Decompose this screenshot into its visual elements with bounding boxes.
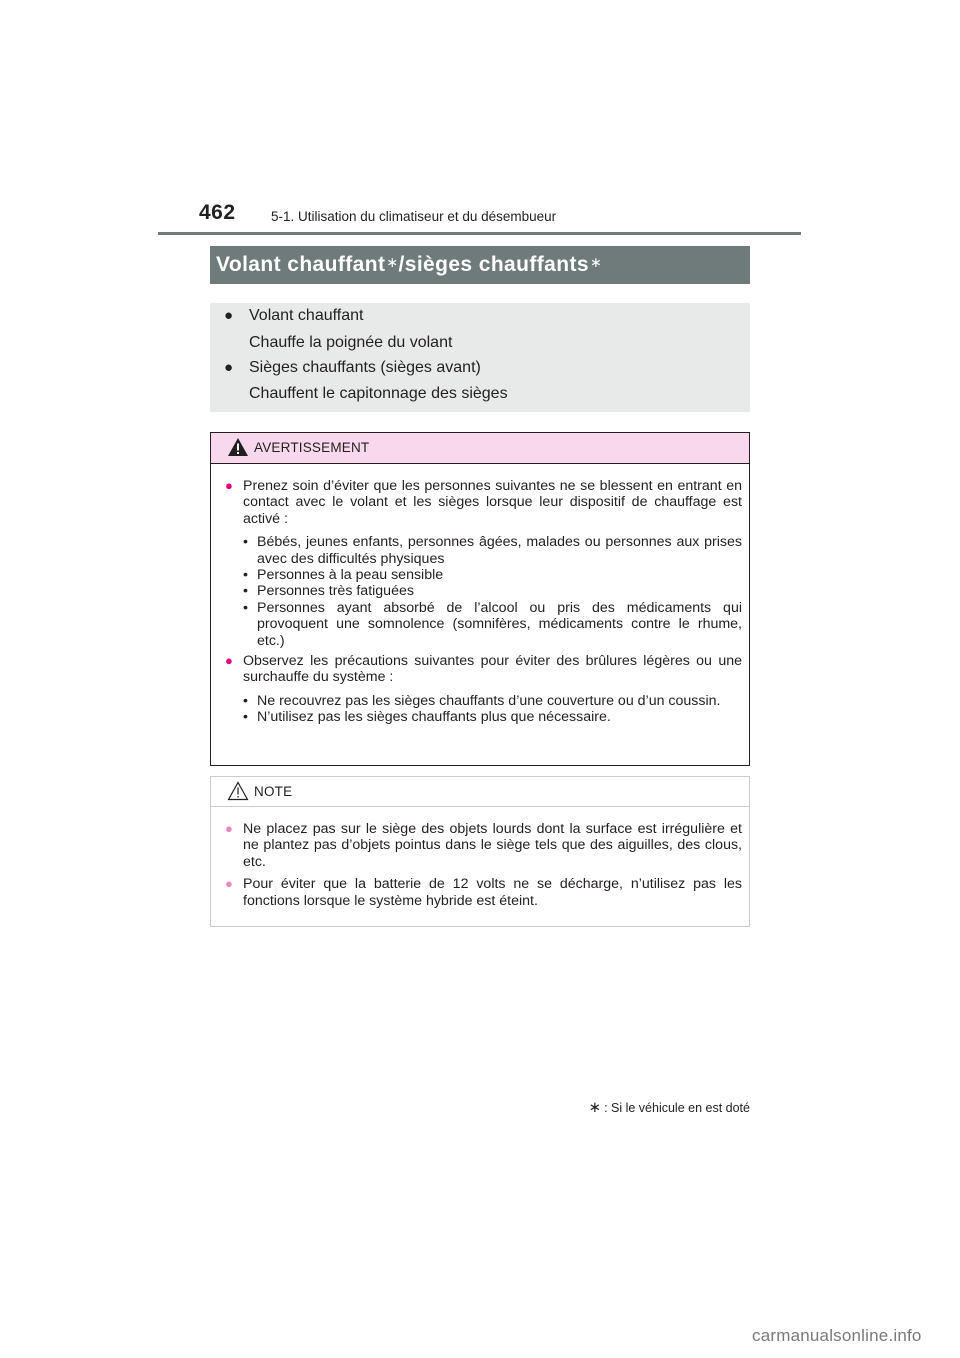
note-item <box>225 876 742 909</box>
title-part-2: /sièges chauffants <box>398 253 589 276</box>
warning-label: AVERTISSEMENT <box>254 440 370 455</box>
bullet-icon: ● <box>225 653 233 669</box>
feature-item-steering <box>224 307 363 325</box>
title-part-1: Volant chauffant <box>216 253 386 276</box>
note-body <box>211 807 749 909</box>
warning-triangle-icon <box>227 437 249 457</box>
bullet-icon: ● <box>225 876 233 892</box>
feature-summary <box>210 303 750 412</box>
warning-text: Observez les précautions suivantes pour éviter des brûlures légères ou une surchauffe du système : <box>243 653 742 686</box>
warning-sublist <box>243 534 742 649</box>
watermark: carmanualsonline.info <box>752 1326 922 1345</box>
bullet-icon: ● <box>225 821 233 836</box>
feature-description: Chauffe la poignée du volant <box>249 334 453 351</box>
feature-label: Sièges chauffants (sièges avant) <box>249 359 481 376</box>
caution-triangle-icon <box>227 781 249 801</box>
feature-label: Volant chauffant <box>249 307 364 324</box>
title-star-2: ∗ <box>589 253 603 270</box>
warning-box <box>210 432 750 766</box>
warning-item <box>225 653 742 726</box>
list-item: • Ne recouvrez pas les sièges chauffants d’une couverture ou d’un coussin. <box>243 693 742 709</box>
page-title <box>210 246 750 284</box>
footnote <box>588 1098 750 1116</box>
bullet-icon: ● <box>225 478 233 493</box>
note-text: Pour éviter que la batterie de 12 volts ne se décharge, n’utilisez pas les fonctions lorsque le système hybride est éteint. <box>243 876 742 909</box>
header-divider <box>158 232 801 235</box>
page-number: 462 <box>199 201 236 224</box>
list-item: • Bébés, jeunes enfants, personnes âgées, malades ou personnes aux prises avec des difficultés physiques <box>243 534 742 567</box>
warning-sublist <box>243 693 742 726</box>
note-box <box>210 776 750 927</box>
note-item <box>225 821 742 870</box>
list-item: • Personnes très fatiguées <box>243 583 742 599</box>
footnote-star: ∗ <box>588 1099 602 1116</box>
note-label: NOTE <box>254 784 293 799</box>
list-item: • Personnes ayant absorbé de l’alcool ou pris des médicaments qui provoquent une somnolence (somnifères, médicaments contre le rhume, etc.) <box>243 600 742 649</box>
warning-body <box>211 464 749 726</box>
bullet-icon: ● <box>224 307 234 324</box>
feature-description: Chauffent le capitonnage des sièges <box>249 385 508 402</box>
footnote-text: : Si le véhicule en est doté <box>604 1101 750 1115</box>
warning-item <box>225 478 742 649</box>
bullet-icon: ● <box>224 359 234 376</box>
section-heading: 5-1. Utilisation du climatiseur et du désembueur <box>271 209 557 224</box>
list-item: • Personnes à la peau sensible <box>243 567 742 583</box>
note-text: Ne placez pas sur le siège des objets lourds dont la surface est irrégulière et ne plantez pas d’objets pointus dans le siège tels que des aiguilles, des clous, etc. <box>243 821 742 870</box>
note-header <box>211 777 749 807</box>
warning-header <box>211 433 749 464</box>
warning-text: Prenez soin d’éviter que les personnes suivantes ne se blessent en entrant en contact avec le volant et les sièges lorsque leur dispositif de chauffage est activé : <box>243 478 742 527</box>
feature-item-seats <box>224 359 481 377</box>
title-star-1: ∗ <box>386 253 399 270</box>
list-item: • N’utilisez pas les sièges chauffants plus que nécessaire. <box>243 709 742 725</box>
